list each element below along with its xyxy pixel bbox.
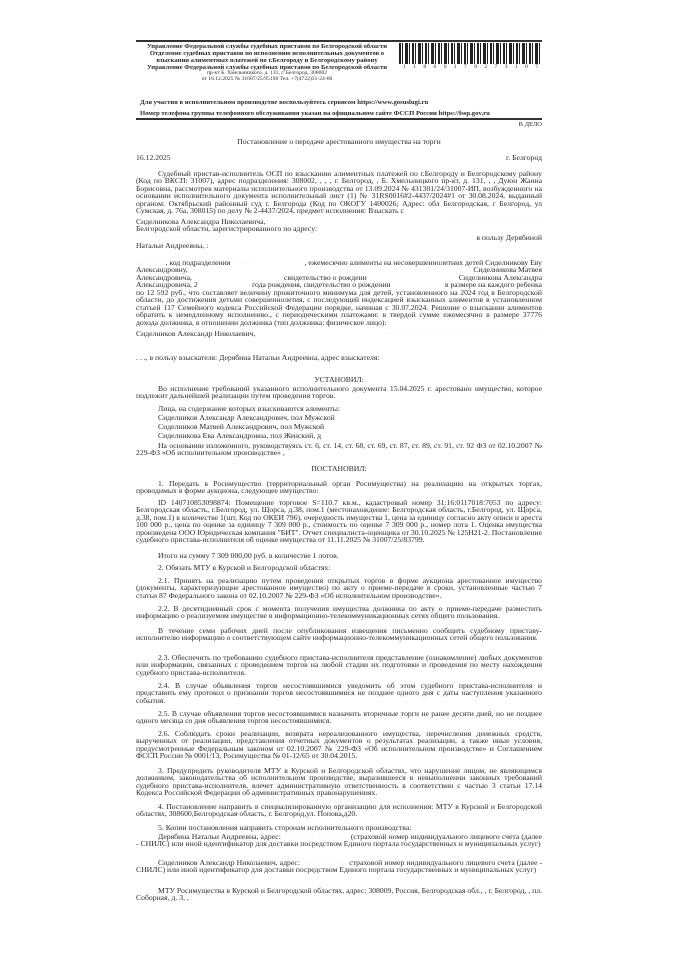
barcode-digit: 7 bbox=[535, 64, 538, 70]
recipient-3: МТУ Росимущества в Курской и Белгородской областях, адрес: 308009, Россия, Белгородская обл., , г. Белгород, , пл. Соборная, д. 3, , bbox=[136, 886, 542, 903]
child-name-part: Александровича, bbox=[136, 273, 192, 282]
debtor-line-2 bbox=[136, 330, 542, 337]
persons-label: Лица, на содержание которых взыскиваются алименты: bbox=[158, 404, 341, 413]
item-2-1: 2.1. Принять на реализацию путем проведения открытых торгов в форме аукциона арестованное имущество (документы, характеризующие арестованное имущество) по акту о приеме-передаче в сроки, установленные частью 7 статьи 87 Федерального закона от 02.10.2007 № 229-ФЗ «Об исполнительном производстве». bbox=[136, 576, 542, 600]
barcode-digit: 7 bbox=[494, 64, 498, 70]
barcode-digits bbox=[399, 64, 542, 70]
barcode-digit: 7 bbox=[464, 64, 467, 70]
recipient-details: страховой номер индивидуального лицевого счета (далее - СНИЛС) или иной идентификатор для доставки посредством Единого портала государственных и муниципальных услуг) bbox=[136, 858, 543, 875]
gosuslugi-note: Для участия в исполнительном производстве воспользуйтесь сервисом https://www.gosuslugi.ru bbox=[140, 99, 429, 106]
barcode-digit: 1 bbox=[403, 64, 406, 70]
barcode-digit: 0 bbox=[525, 64, 528, 70]
established-text: Во исполнение требований указанного исполнительного документа 15.04.2025 г. арестовано имущество, которое подлежит дальнейшей реализации путем проведения торгов. bbox=[136, 384, 542, 401]
phone-note: Номер телефона группы телефонного обслуживания указан на официальном сайте ФССП России https://fssp.gov.ru bbox=[140, 110, 490, 117]
established-heading: УСТАНОВИЛ: bbox=[314, 375, 364, 384]
item-2-4: 2.4. В случае объявления торгов несостоявшимися уведомить об этом судебного пристава-исполнителя и представить ему протокол о признании торгов несостоявшимися не позднее одного дня с даты наступления указанного события. bbox=[136, 681, 542, 705]
barcode-digit: 8 bbox=[474, 64, 477, 70]
recipient-2: Сиделников Александр Николаевич, адрес: · · · · · · · страховой номер индивидуального лицевого счета (далее - СНИЛС) или иной идентификатор для доставки посредством Единого портала государственных и муниципальных услуг) bbox=[136, 858, 543, 875]
recipient-name: Сиделников Александр Николаевич, адрес: bbox=[158, 858, 300, 867]
issuer-reg-line: от 16.12.2025 № 31007/25/95190 Тел. +7(4722)31-24-60 bbox=[201, 75, 333, 82]
v-delo-mark: В ДЕЛО bbox=[518, 121, 542, 128]
debtor-name: Сиделникова Александра Николаевича, bbox=[136, 217, 266, 226]
redacted-text: · · · · · · · · · · · · · · · · · · · · · · · · · bbox=[382, 329, 542, 338]
birth-cert-text: года рождения, свидетельство о рождении bbox=[252, 280, 391, 289]
barcode-digit: 1 bbox=[453, 64, 457, 70]
debtor-region-line bbox=[136, 225, 542, 232]
claimant-line-2 bbox=[136, 354, 542, 361]
debtor-region: Белгородской области, зарегистрированного по адресу: bbox=[136, 224, 318, 233]
item-2-6: 2.6. Соблюдать сроки реализации, возврата нереализованного имущества, перечисления денежных средств, вырученных от реализации, представления отчетных документов о результатах реализации, а также иные условия, предусмотренные Федеральным законом от 02.10.2007 № 229-ФЗ «Об исполнительном производстве» и Соглашением ФССП России № 0001/13, Росимущества № 01-12/65 от 30.04.2015. bbox=[136, 729, 542, 761]
alimony-body: по 12 592 руб., что составляет величину прожиточного минимума для детей, установленного на 2024 год в Белгородской области, до достижения детьми совершеннолетия, с последующей индексацией взысканных алиментов в установленном статьей 117 Семейного кодекса Российской Федерации порядке, начиная с 30.07.2024. Решение о взыскании алиментов обратить к немедленному исполнению., с периодическими платежами: в твердой сумме ежемесячно в размере 37776 дохода должника, в отношении должника (тип должника: физическое лицо): bbox=[136, 288, 542, 327]
issuer-block bbox=[136, 43, 398, 83]
header-top-rule bbox=[136, 40, 542, 42]
barcode-digit: 2 bbox=[484, 64, 488, 70]
person-item: Сиделникова Ева Александровна, пол Женский, д bbox=[158, 431, 321, 440]
issuer-address: пр-кт Б. Хмельницкого, д. 131, г. Белгород, 308002 bbox=[206, 70, 328, 77]
redacted-text: · · · · · · · · · · · · · · · bbox=[447, 217, 542, 226]
document-date: 16.12.2025 bbox=[136, 153, 171, 162]
child-name-part: Сиделникова Матвея bbox=[473, 265, 542, 274]
amount-text: в размере на каждого ребенка bbox=[444, 280, 542, 289]
claimant-name: Натальи Андреевны, : bbox=[136, 241, 209, 250]
issuer-org-2: Отделение судебных приставов по исполнению исполнительных документов о взыскании алиментных платежей по г.Белгороду и Белгородскому району bbox=[149, 50, 385, 65]
recipient-details: (страховой номер индивидуального лицевого счета (далее - СНИЛС) или иной идентификатор для доставки посредством Единого портала государственных и муниципальных услуг) bbox=[136, 832, 542, 849]
alimony-text: , ежемесячно алименты на несовершеннолетних детей Сиделникову Еву bbox=[304, 258, 542, 267]
barcode-digit: 3 bbox=[504, 64, 508, 70]
resolved-heading: ПОСТАНОВИЛ: bbox=[311, 464, 367, 473]
redacted-text: · · · · · · · · · · · · bbox=[136, 233, 211, 242]
barcode-digit: 1 bbox=[413, 64, 416, 70]
claimant-address: . . ., в пользу взыскателя: Дерябина Натальи Андреевна, адрес взыскателя: bbox=[136, 353, 380, 362]
intro-paragraph: Судебный пристав-исполнитель ОСП по взысканию алиментных платежей по г.Белгороду и Белгородскому району (Код по ВКСП: 31007), адрес подразделения: 308002, , , , г. Белгород, , Б. Хмельницкого пр-кт, д. 131, , , Дуюн Жанна Борисовна, рассмотрев материалы исполнительного производства от 13.09.2024 № 431301/24/31007-ИП, возбужденного на основании исполнительного документа исполнительный лист (1) № 31RS0016#2-4437/2024#1 от 30.08.2024, выданный органом: Октябрьский районный суд г. Белгорода (Код по ОКОГУ 1400026; Адрес: обл Белгородская, г Белгород, ул Сумская, д. 76а, 308015) по делу № 2-4437/2024, предмет исполнения: Взыскать с bbox=[136, 169, 542, 216]
date-city-row bbox=[136, 154, 542, 161]
favor-text: в пользу Дерябиной bbox=[476, 233, 542, 242]
item-3: 3. Предупредить руководителя МТУ в Курской и Белгородской областях, что нарушение лицом, не являющимся должником, законодательства об исполнительном производстве, выразившееся в невыполнении законных требований судебного пристава-исполнителя, влечет административную ответственность в соответствии с частью 3 статьи 17.14 Кодекса Российской Федерации об административных правонарушениях. bbox=[136, 766, 542, 798]
person-item: Сиделников Матвей Александрович, пол Мужской bbox=[158, 422, 325, 431]
child-name-part: Александровну, bbox=[136, 265, 188, 274]
child-name-part: Сиделникова Александра bbox=[458, 273, 542, 282]
barcode-digit: 0 bbox=[443, 64, 447, 70]
item-2-2: 2.2. В десятидневный срок с момента получения имущества должника по акту о приеме-передаче разместить информацию о реализуемом имуществе в информационно-телекоммуникационных сетях общего пользования. bbox=[136, 604, 542, 621]
claimant-line bbox=[136, 242, 542, 249]
item-2-2-notice: В течение семи рабочих дней после опубликования извещения письменно сообщить судебному приставу-исполнителю информацию о соответствующем сайте информационно-телекоммуникационных сетей общего пользования. bbox=[136, 626, 542, 643]
item-2-5: 2.5. В случае объявления торгов несостоявшимися назначить вторичные торги не ранее десяти дней, но не позднее одного месяца со дня объявления торгов несостоявшимися. bbox=[136, 709, 542, 726]
child-name-part: Александровича, 2 bbox=[136, 280, 198, 289]
barcode-digit: 6 bbox=[433, 64, 437, 70]
item-4: 4. Постановление направить в специализированную организацию для исполнения: МТУ в Курской и Белгородской областях, 308600,Белгородская область, г. Белгород,ул. Попова,д20. bbox=[136, 802, 542, 819]
dept-code-label: , код подразделения bbox=[165, 258, 231, 267]
total-sum: Итого на сумму 7 309 000,00 руб. в количестве 1 лотов. bbox=[158, 551, 339, 560]
document-title: Постановление о передаче арестованного имущества на торги bbox=[237, 137, 441, 146]
issuer-org-1: Управление Федеральной службы судебных приставов по Белгородской области bbox=[146, 43, 388, 50]
alimony-line-1: · · · · ·, код подразделения · · · · , ежемесячно алименты на несовершеннолетних детей Сиделникову Еву bbox=[136, 258, 542, 267]
barcode-digit: 1 bbox=[514, 64, 518, 70]
legal-basis: На основании изложенного, руководствуясь ст. 6, ст. 14, ст. 68, ст. 69, ст. 87, ст. 89, ст. 91, ст. 92 ФЗ от 02.10.2007 № 229-ФЗ «Об исполнительном производстве» , bbox=[136, 441, 542, 458]
property-description: ID 140710853098874: Помещение торговое S=110.7 кв.м., кадастровый номер 31:16:0117018:7053 по адресу: Белгородская область, г.Белгород, ул. Щорса, д.38, пом.1 (местонахождение: Белгородская область, г.Белгород, ул. Щорса, д.38, пом.1) в количестве 1(шт, Код по ОКЕИ 796), очередность имущества 1, цена за единицу согласно акту описи и ареста 100 000 р., цена по оценке за единицу 7 309 000 р., стоимость по оценке 7 309 000 р., номер лота 1. Оценка имущества произведена ООО Юридическая компания "БИТ". Отчет специалиста-оценщика от 30.10.2025 № 125Н21-2. Постановление судебного пристава-исполнителя об оценке имущества от 11.11.2025 № 31007/25/83799. bbox=[136, 498, 542, 545]
issuer-org-3: Управление Федеральной службы судебных приставов по Белгородской области bbox=[146, 64, 388, 72]
header-bottom-rule bbox=[136, 118, 542, 120]
recipient-name: Дерябина Натальи Андреевна, адрес: bbox=[158, 832, 281, 841]
person-item: Сиделников Александр Александрович, пол Мужской bbox=[158, 413, 335, 422]
barcode-digit: 8 bbox=[423, 64, 427, 70]
recipient-1: Дерябина Натальи Андреевна, адрес: · · · · · · · · · · (страховой номер индивидуального лицевого счета (далее - СНИЛС) или иной идентификатор для доставки посредством Единого портала государственных и муниципальных услуг) bbox=[136, 832, 542, 849]
item-2: 2. Обязать МТУ в Курской и Белгородской областях: bbox=[158, 563, 331, 572]
item-1: 1. Передать в Росимущество (территориальный орган Росимущества) на реализацию на открытых торгах, проводимых в форме аукциона, следующее имущество: bbox=[136, 479, 542, 496]
item-5: 5. Копии постановления направить сторонам исполнительного производства: bbox=[158, 823, 412, 832]
birth-cert-text: свидетельство о рождени bbox=[283, 273, 367, 282]
debtor-name: Сиделников Александр Николаевич, bbox=[136, 329, 256, 338]
item-2-3: 2.3. Обеспечить по требованию судебного пристава-исполнителя представление (ознакомление) любых документов или информации, связанных с проведением торгов на любой стадии их подготовки и проведения по месту нахождения судебного пристава-исполнителя. bbox=[136, 653, 542, 677]
barcode-image bbox=[399, 43, 542, 64]
document-city: г. Белгород bbox=[506, 153, 542, 162]
